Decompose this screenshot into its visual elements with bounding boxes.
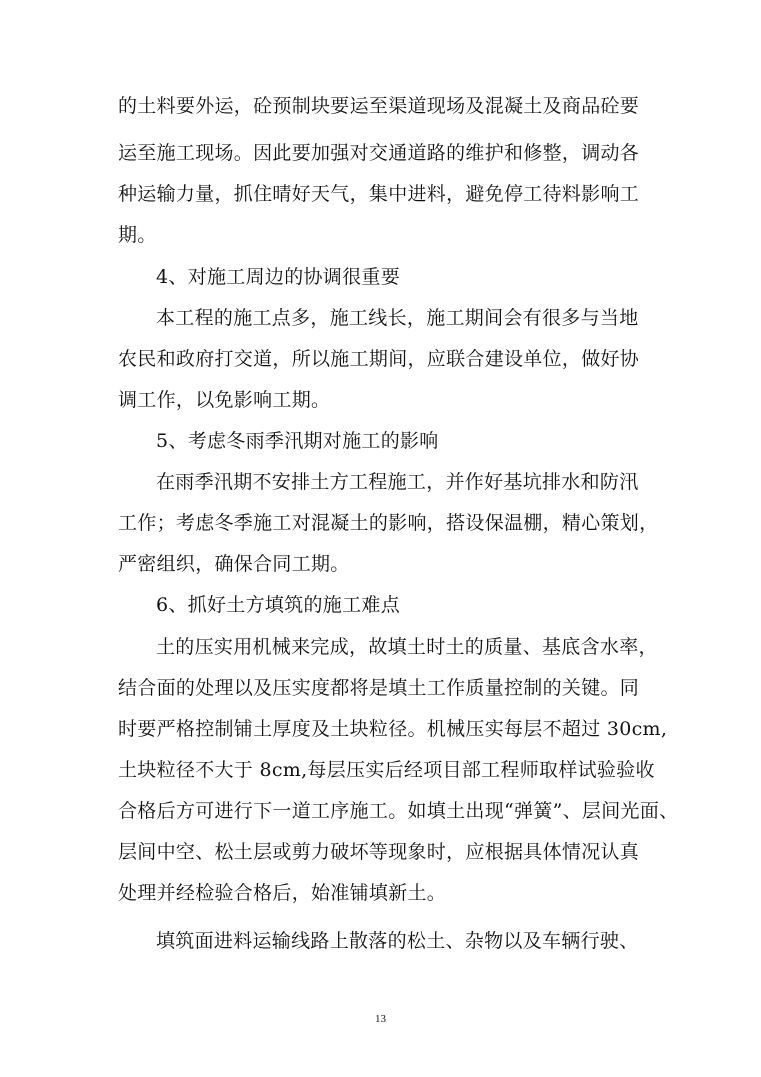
page-number: 13 [375,1013,386,1025]
text-line: 本工程的施工点多，施工线长，施工期间会有很多与当地 [156,307,639,329]
text-line: 的土料要外运，砼预制块要运至渠道现场及混凝土及商品砼要 [118,95,640,117]
text-line: 运至施工现场。因此要加强对交通道路的维护和修整，调动各 [118,142,640,164]
text-line: 调工作，以免影响工期。 [118,389,331,411]
text-line: 层间中空、松土层或剪力破坏等现象时，应根据具体情况认真 [118,841,640,863]
section-heading: 6、抓好土方填筑的施工难点 [156,594,400,616]
text-line: 严密组织，确保合同工期。 [118,553,350,575]
text-line: 种运输力量，抓住晴好天气，集中进料，避免停工待料影响工 [118,183,640,205]
section-heading: 5、考虑冬雨季汛期对施工的影响 [156,430,439,452]
text-line: 农民和政府打交道，所以施工期间，应联合建设单位，做好协 [118,348,640,370]
text-line: 在雨季汛期不安排土方工程施工，并作好基坑排水和防汛 [156,471,639,493]
text-line: 工作；考虑冬季施工对混凝土的影响，搭设保温棚，精心策划， [118,512,659,534]
section-heading: 4、对施工周边的协调很重要 [156,266,400,288]
text-line: 结合面的处理以及压实度都将是填土工作质量控制的关键。同 [118,677,640,699]
text-line: 土块粒径不大于 8cm,每层压实后经项目部工程师取样试验验收 [118,759,655,781]
text-line: 合格后方可进行下一道工序施工。如填土出现“弹簧”、层间光面、 [118,800,679,822]
text-line: 时要严格控制铺土厚度及土块粒径。机械压实每层不超过 30cm, [118,718,668,740]
text-line: 填筑面进料运输线路上散落的松土、杂物以及车辆行驶、 [156,930,639,952]
text-line: 处理并经检验合格后，始准铺填新土。 [118,882,447,904]
text-line: 土的压实用机械来完成，故填土时土的质量、基底含水率， [156,636,658,658]
text-line: 期。 [118,224,157,246]
